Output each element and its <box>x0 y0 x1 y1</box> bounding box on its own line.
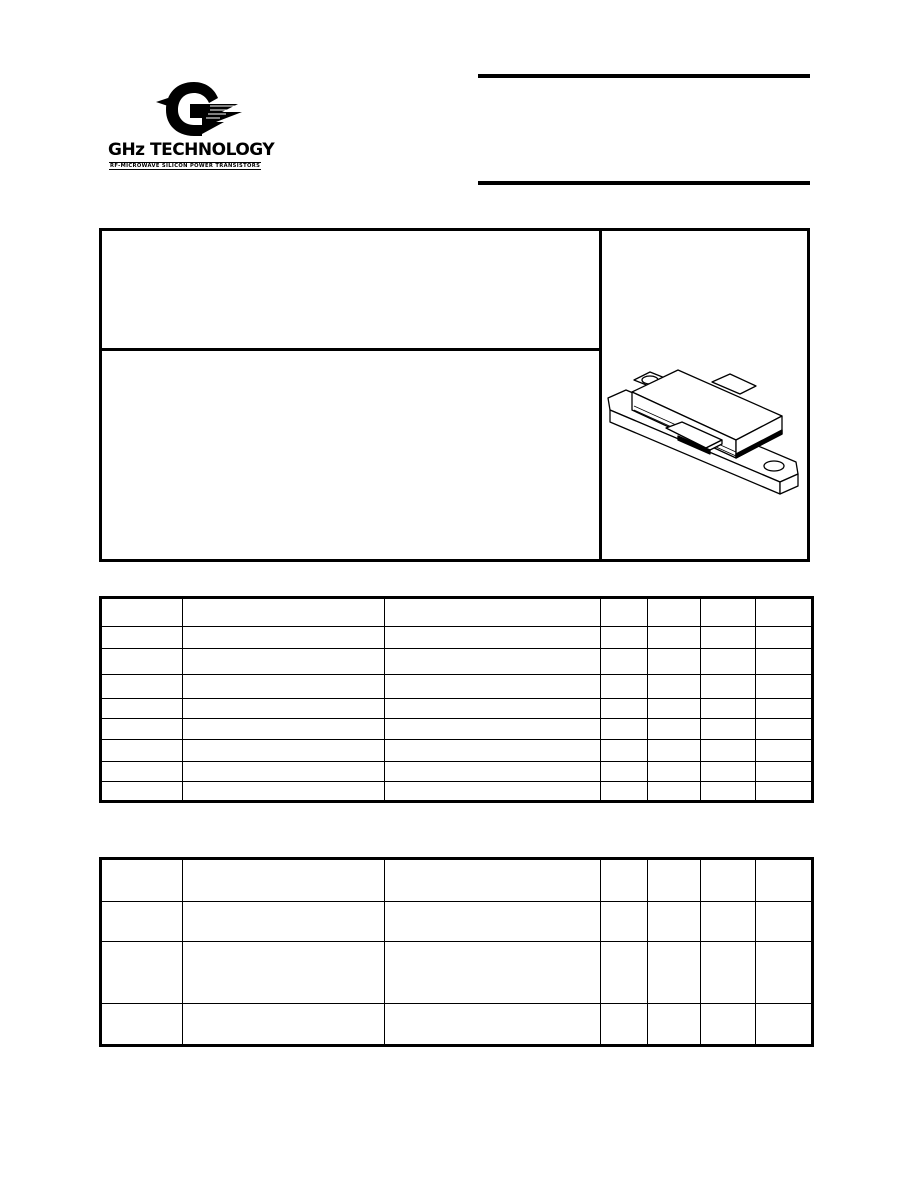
table-row <box>101 699 813 719</box>
table-cell <box>601 859 648 902</box>
table-cell <box>101 627 183 649</box>
table-cell <box>183 762 385 782</box>
table-cell <box>601 762 648 782</box>
table-cell <box>101 942 183 1004</box>
table-cell <box>385 719 601 740</box>
table-cell <box>183 782 385 802</box>
table-cell <box>183 649 385 675</box>
table-cell <box>101 649 183 675</box>
table-row <box>101 942 813 1004</box>
table-cell <box>701 902 756 942</box>
table-cell <box>648 719 701 740</box>
characteristics-table <box>99 857 814 1047</box>
table-cell <box>183 598 385 627</box>
table-cell <box>756 762 813 782</box>
table-cell <box>183 627 385 649</box>
table-header-row <box>101 859 813 902</box>
table-cell <box>385 762 601 782</box>
table-cell <box>756 740 813 762</box>
table-cell <box>701 675 756 699</box>
table-row <box>101 719 813 740</box>
table-cell <box>601 699 648 719</box>
table-cell <box>756 675 813 699</box>
table-cell <box>101 902 183 942</box>
table-cell <box>648 675 701 699</box>
table-cell <box>385 649 601 675</box>
table-cell <box>756 627 813 649</box>
table-cell <box>601 627 648 649</box>
table-cell <box>756 782 813 802</box>
table-cell <box>601 902 648 942</box>
table-cell <box>756 699 813 719</box>
table-cell <box>385 782 601 802</box>
table-cell <box>756 598 813 627</box>
table-row <box>101 782 813 802</box>
table-cell <box>701 598 756 627</box>
ratings-table <box>99 596 814 803</box>
table-cell <box>385 902 601 942</box>
table-cell <box>648 627 701 649</box>
table-cell <box>101 598 183 627</box>
table-cell <box>701 859 756 902</box>
table-cell <box>648 649 701 675</box>
table-cell <box>756 719 813 740</box>
table-cell <box>756 1004 813 1046</box>
table-cell <box>601 782 648 802</box>
table-cell <box>183 1004 385 1046</box>
table-cell <box>183 699 385 719</box>
table-cell <box>648 782 701 802</box>
table-cell <box>601 675 648 699</box>
table-cell <box>756 942 813 1004</box>
table-cell <box>701 762 756 782</box>
table-cell <box>385 859 601 902</box>
table-cell <box>601 649 648 675</box>
brand-tagline: RF-MICROWAVE SILICON POWER TRANSISTORS <box>110 163 261 169</box>
table-cell <box>385 740 601 762</box>
table-cell <box>701 627 756 649</box>
table-row <box>101 675 813 699</box>
table-cell <box>701 782 756 802</box>
table-cell <box>183 740 385 762</box>
table-row <box>101 740 813 762</box>
description-box-divider-vertical <box>599 228 602 562</box>
table-cell <box>756 649 813 675</box>
table-cell <box>101 740 183 762</box>
table-row <box>101 762 813 782</box>
table-cell <box>385 627 601 649</box>
table-cell <box>101 1004 183 1046</box>
table-cell <box>183 942 385 1004</box>
table-cell <box>648 902 701 942</box>
table-cell <box>385 942 601 1004</box>
table-cell <box>101 859 183 902</box>
brand-name: GHz TECHNOLOGY <box>108 140 275 160</box>
table-cell <box>648 1004 701 1046</box>
table-row <box>101 902 813 942</box>
table-cell <box>601 942 648 1004</box>
table-cell <box>648 762 701 782</box>
description-box-divider-horizontal <box>99 348 602 351</box>
table-cell <box>701 719 756 740</box>
table-cell <box>648 740 701 762</box>
table-cell <box>648 699 701 719</box>
table-cell <box>756 902 813 942</box>
table-header-row <box>101 598 813 627</box>
table-cell <box>101 762 183 782</box>
table-row <box>101 649 813 675</box>
header-rule-top <box>478 74 810 78</box>
table-cell <box>648 942 701 1004</box>
table-cell <box>101 675 183 699</box>
table-cell <box>648 598 701 627</box>
table-cell <box>101 719 183 740</box>
table-cell <box>385 675 601 699</box>
table-cell <box>385 1004 601 1046</box>
table-cell <box>756 859 813 902</box>
table-cell <box>183 859 385 902</box>
table-cell <box>701 699 756 719</box>
table-cell <box>183 719 385 740</box>
table-cell <box>601 719 648 740</box>
table-cell <box>183 675 385 699</box>
transistor-flange-package-icon <box>606 362 806 502</box>
table-cell <box>701 649 756 675</box>
table-cell <box>601 598 648 627</box>
table-cell <box>101 699 183 719</box>
header-rule-bottom <box>478 181 810 185</box>
table-cell <box>385 598 601 627</box>
table-cell <box>701 1004 756 1046</box>
table-cell <box>601 1004 648 1046</box>
table-row <box>101 1004 813 1046</box>
table-cell <box>648 859 701 902</box>
table-cell <box>601 740 648 762</box>
table-cell <box>183 902 385 942</box>
table-cell <box>101 782 183 802</box>
table-cell <box>701 740 756 762</box>
table-row <box>101 627 813 649</box>
table-cell <box>385 699 601 719</box>
table-cell <box>701 942 756 1004</box>
